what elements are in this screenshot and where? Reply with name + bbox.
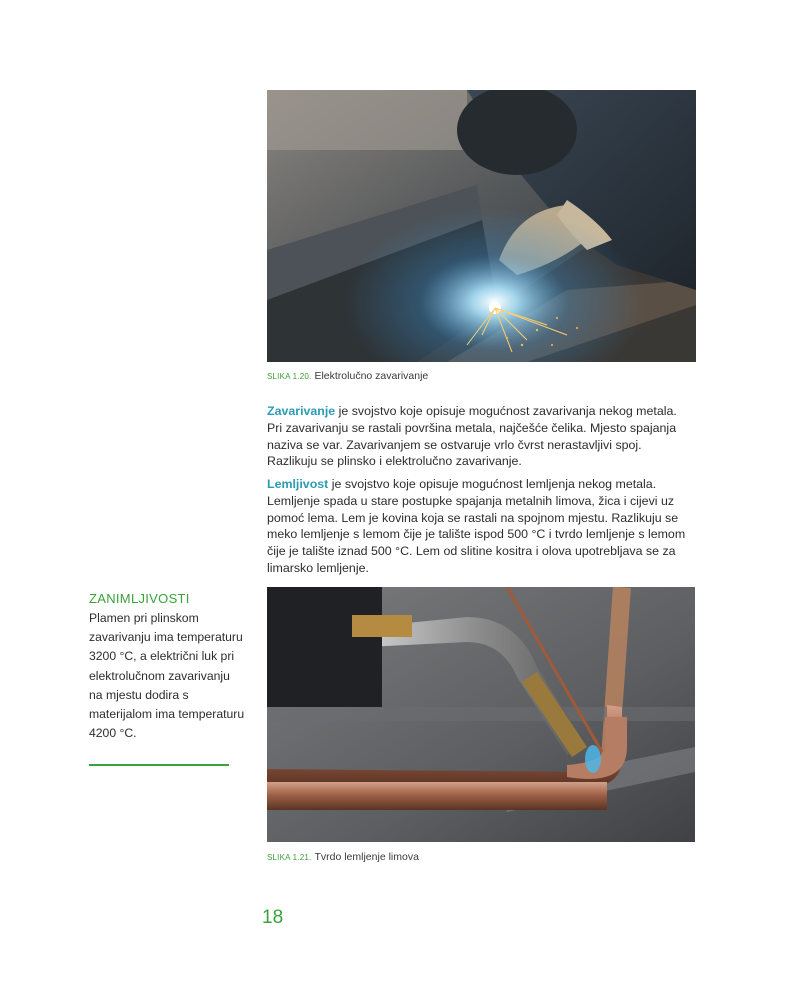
figure-tag: SLIKA 1.20.	[267, 372, 312, 381]
paragraph-welding	[267, 403, 695, 470]
fun-facts-title: ZANIMLJIVOSTI	[89, 591, 190, 606]
figure-caption	[267, 370, 428, 382]
welding-photo	[267, 90, 696, 362]
figure-tag: SLIKA 1.21.	[267, 853, 312, 862]
term-zavarivanje: Zavarivanje	[267, 404, 336, 418]
figure-caption-text: Tvrdo lemljenje limova	[314, 851, 419, 863]
soldering-photo	[267, 587, 695, 842]
term-lemljivost: Lemljivost	[267, 477, 329, 491]
page-number: 18	[262, 907, 284, 928]
fun-facts-box	[89, 590, 245, 743]
figure-caption-text: Elektrolučno zavarivanje	[314, 370, 429, 382]
paragraph-text: je svojstvo koje opisuje mogućnost zavarivanja nekog metala. Pri zavarivanju se rastali površina metala, najčešće čelika. Mjesto spajanja naziva se var. Zavarivanjem se ostvaruje vrlo čvrst nerastavljivi spoj. Razlikuju se plinsko i elektrolučno zavarivanje.	[267, 404, 677, 469]
paragraph-text: je svojstvo koje opisuje mogućnost lemljenja nekog metala. Lemljenje spada u stare postupke spajanja metalnih limova, žica i cijevi uz pomoć lema. Lem je kovina koja se rastali na spojnom mjestu. Razlikuju se meko lemljenje s lemom čije je talište ispod 500 °C i tvrdo lemljenje s lemom čije je talište iznad 500 °C. Lem od slitine kositra i olova upotrebljava se za limarsko lemljenje.	[267, 477, 686, 575]
fun-facts-text: Plamen pri plinskom zavarivanju ima temperaturu 3200 °C, a električni luk pri elektrolučnom zavarivanju na mjestu dodira s materijalom ima temperaturu 4200 °C.	[89, 611, 245, 741]
paragraph-soldering	[267, 476, 695, 577]
fun-facts-divider	[89, 764, 229, 766]
figure-caption	[267, 851, 419, 863]
